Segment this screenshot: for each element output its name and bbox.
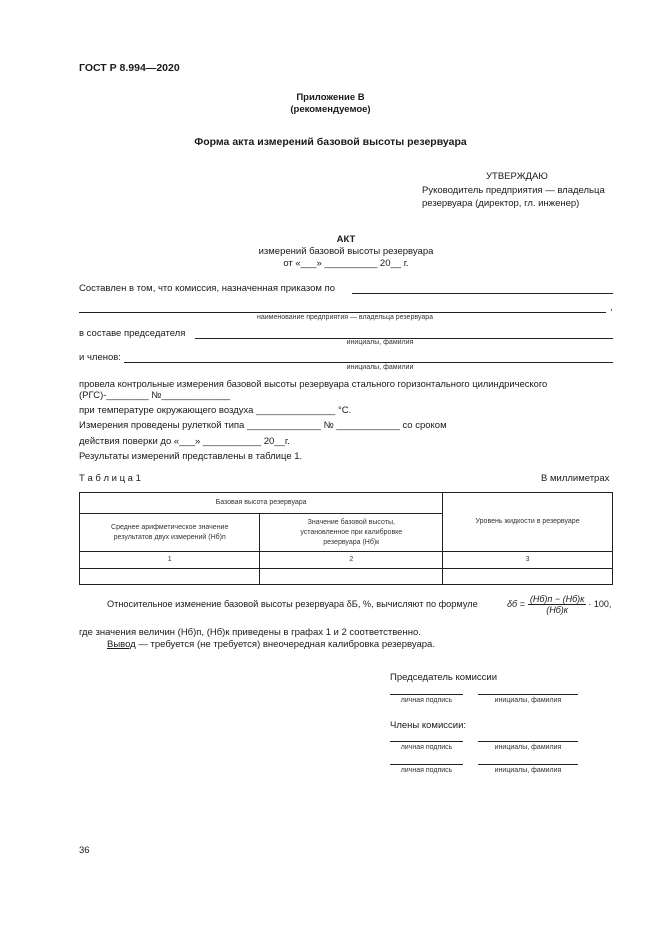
members-label: и членов: — [79, 352, 121, 363]
chair-signature-title: Председатель комиссии — [390, 672, 498, 683]
chair-signature-caption: личная подпись — [400, 697, 453, 704]
members-signature-title: Члены комиссии: — [390, 720, 467, 731]
chair-name-line — [478, 694, 578, 695]
member2-signature-line — [390, 764, 463, 765]
member1-name-caption: инициалы, фамилия — [494, 744, 562, 751]
formula-tail: · 100, — [588, 599, 612, 609]
chair-label: в составе председателя — [79, 328, 186, 339]
tape-line: Измерения проведены рулеткой типа ______________ № ____________ со сроком — [79, 420, 447, 431]
standard-header: ГОСТ Р 8.994—2020 — [79, 62, 180, 74]
members-line — [124, 362, 613, 363]
conclusion-label: Вывод — [107, 639, 136, 650]
col2-line-2: установленное при калибровке — [300, 528, 403, 536]
act-subtitle: измерений базовой высоты резервуара — [258, 246, 434, 257]
member2-name-line — [478, 764, 578, 765]
formula — [507, 587, 611, 621]
temperature-line: при температуре окружающего воздуха _______________ °С. — [79, 405, 352, 416]
enterprise-line — [79, 312, 606, 313]
document-title: Форма акта измерений базовой высоты резервуара — [194, 136, 467, 148]
caption-enterprise: наименование предприятия — владельца резервуара — [256, 314, 434, 321]
act-title: АКТ — [336, 234, 356, 245]
conclusion — [107, 639, 435, 650]
measurement-table — [79, 492, 613, 585]
carried-line-2: (РГС)-________ №_____________ — [79, 390, 231, 401]
col2-line-1: Значение базовой высоты, — [307, 518, 395, 526]
table-label: Т а б л и ц а 1 — [79, 473, 141, 484]
table-header-col1 — [80, 514, 260, 552]
formula-fraction — [528, 594, 587, 615]
carried-line-1: провела контрольные измерения базовой высоты резервуара стального горизонтального цилиндрического — [79, 378, 548, 389]
member2-signature-caption: личная подпись — [400, 767, 453, 774]
caption-initials-2: инициалы, фамилии — [346, 364, 414, 371]
member2-name-caption: инициалы, фамилия — [494, 767, 562, 774]
table-group-header: Базовая высота резервуара — [80, 493, 443, 514]
chair-signature-line — [390, 694, 463, 695]
appendix-title: Приложение В — [296, 92, 365, 103]
table-cell — [80, 569, 260, 585]
member1-signature-line — [390, 741, 463, 742]
chair-name-caption: инициалы, фамилия — [494, 697, 562, 704]
act-date-line: от «___» __________ 20__ г. — [283, 258, 409, 269]
formula-lhs: δб = — [507, 599, 525, 609]
order-line — [352, 293, 613, 294]
col1-line-1: Среднее арифметическое значение — [111, 523, 229, 531]
comma: , — [610, 302, 613, 313]
results-line: Результаты измерений представлены в таблице 1. — [79, 451, 303, 462]
formula-denominator: (Hб)к — [546, 604, 569, 615]
col1-line-2: результатов двух измерений (Hб)п — [113, 533, 226, 541]
page-number: 36 — [79, 845, 90, 856]
member1-name-line — [478, 741, 578, 742]
approval-word: УТВЕРЖДАЮ — [486, 171, 548, 182]
formula-text: Относительное изменение базовой высоты резервуара δБ, %, вычисляют по формуле — [107, 599, 478, 609]
appendix-subtitle: (рекомендуемое) — [290, 104, 371, 115]
conclusion-text: — требуется (не требуется) внеочередная калибровка резервуара. — [135, 639, 435, 650]
table-units: В миллиметрах — [541, 473, 610, 484]
col-number-1: 1 — [80, 552, 260, 569]
table-cell — [443, 569, 613, 585]
formula-numerator: (Hб)п − (Hб)к — [529, 593, 585, 604]
table-header-col2 — [260, 514, 443, 552]
col-number-3: 3 — [443, 552, 613, 569]
composed-text: Составлен в том, что комиссия, назначенная приказом по — [79, 283, 336, 294]
col-number-2: 2 — [260, 552, 443, 569]
where-text: где значения величин (Hб)п, (Hб)к приведены в графах 1 и 2 соответственно. — [79, 627, 421, 638]
verification-line: действия поверки до «___» ___________ 20__г. — [79, 436, 290, 447]
caption-initials-1: инициалы, фамилия — [346, 339, 414, 346]
table-cell — [260, 569, 443, 585]
approval-line-2: резервуара (директор, гл. инженер) — [422, 198, 580, 209]
member1-signature-caption: личная подпись — [400, 744, 453, 751]
col2-line-3: резервуара (Hб)к — [323, 538, 380, 546]
table-header-col3: Уровень жидкости в резервуаре — [443, 493, 613, 552]
approval-line-1: Руководитель предприятия — владельца — [422, 185, 605, 196]
